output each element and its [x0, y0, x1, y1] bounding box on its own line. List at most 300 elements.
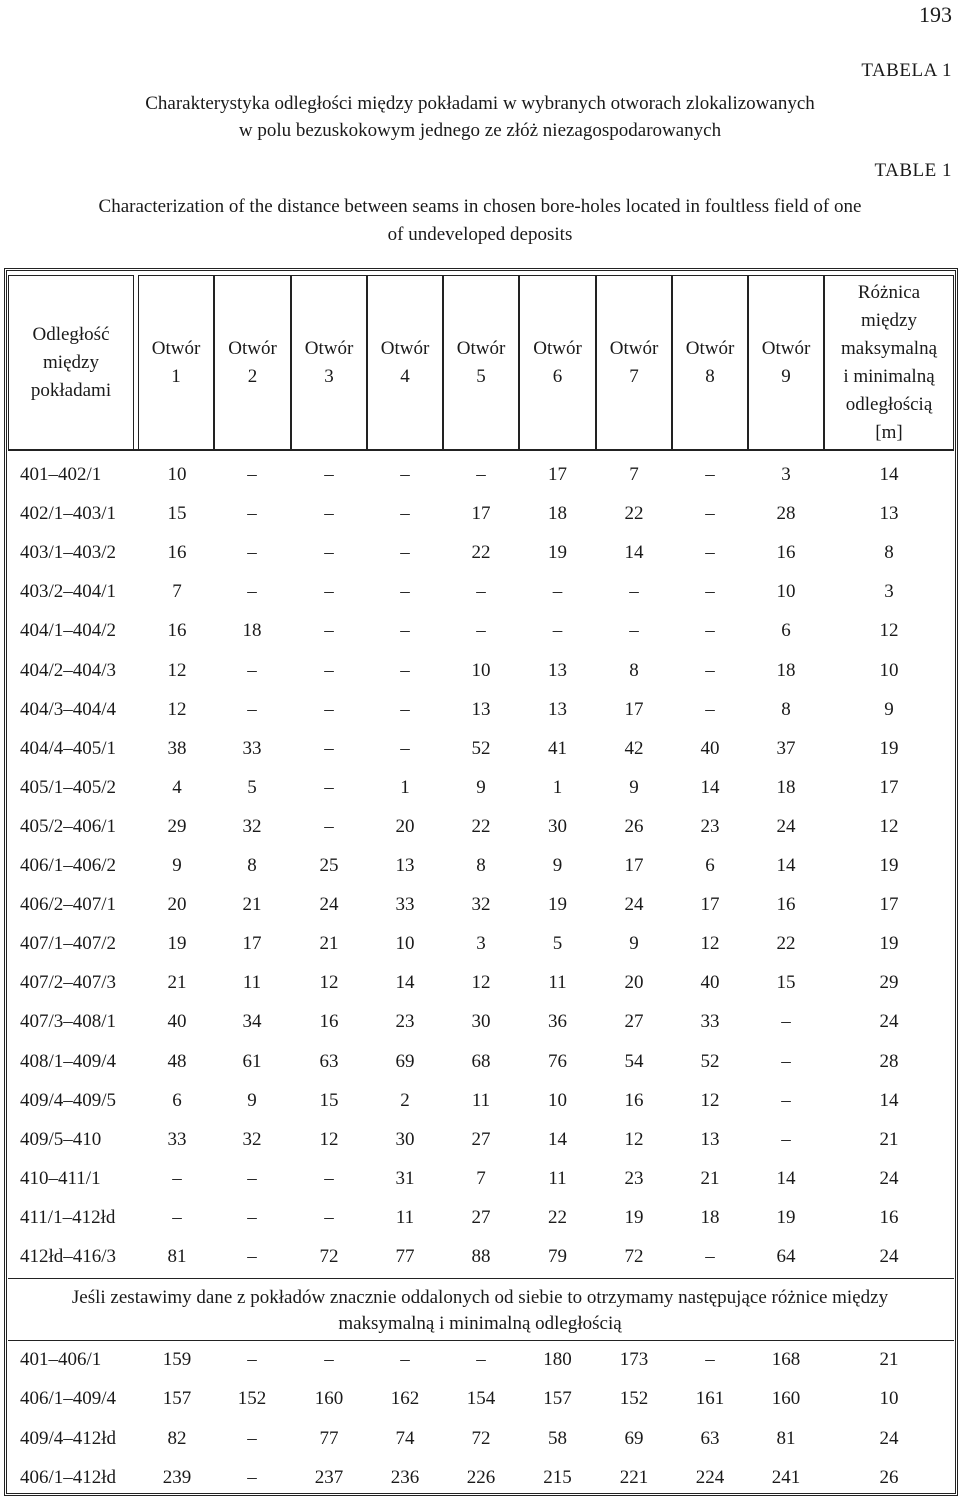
- cell-value: 16: [624, 1089, 644, 1111]
- cell-value: 2: [400, 1089, 410, 1111]
- cell-value: 6: [705, 855, 715, 876]
- cell-value: 19: [167, 933, 187, 955]
- cell-value: 12: [167, 698, 187, 720]
- row-label: 412łd–416/3: [20, 1246, 117, 1267]
- header-text: [841, 279, 937, 447]
- page-number: 193: [919, 2, 952, 27]
- cell-value: 221: [619, 1466, 649, 1488]
- header-text-line: 9: [781, 366, 791, 387]
- row-label: 403/1–403/2: [20, 542, 117, 564]
- cell-value: 152: [619, 1388, 649, 1410]
- cell-value: 22: [776, 933, 796, 955]
- cell-value: 15: [776, 972, 796, 994]
- cell-value: 12: [319, 1128, 339, 1150]
- cell-value: –: [705, 1246, 715, 1267]
- table-row: [0, 773, 960, 803]
- cell-value: 22: [471, 815, 491, 837]
- cell-value: 31: [395, 1167, 415, 1189]
- cell-value: –: [400, 1349, 410, 1370]
- cell-value: –: [324, 464, 334, 485]
- cell-value: 10: [548, 1089, 567, 1111]
- cell-value: –: [705, 503, 715, 525]
- header-text-line: Odległość: [32, 324, 110, 345]
- cell-value: 32: [471, 894, 491, 916]
- cell-value: 76: [548, 1050, 567, 1072]
- header-distance: [8, 275, 134, 450]
- cell-value: 11: [548, 1167, 567, 1189]
- cell-value: 26: [624, 815, 644, 837]
- cell-value: 24: [624, 894, 644, 916]
- cell-value: 63: [700, 1427, 720, 1449]
- cell-value: 11: [548, 972, 567, 994]
- table-row: [0, 1424, 960, 1454]
- cell-value: 23: [624, 1167, 644, 1189]
- cell-value: 11: [242, 972, 262, 994]
- cell-value: 18: [700, 1206, 720, 1228]
- cell-value: 5: [247, 776, 257, 798]
- cell-value: 15: [167, 503, 187, 525]
- cell-value: 12: [879, 620, 899, 642]
- cell-value: 154: [466, 1388, 496, 1410]
- cell-value: 42: [624, 737, 644, 759]
- cell-value: 14: [624, 542, 644, 564]
- cell-value: 21: [319, 933, 339, 955]
- note-divider-bottom: [8, 1340, 954, 1341]
- row-label: 404/3–404/4: [20, 698, 117, 720]
- cell-value: 10: [471, 659, 491, 681]
- cell-value: 19: [548, 894, 567, 916]
- cell-value: –: [781, 1011, 791, 1033]
- cell-value: 12: [471, 972, 491, 994]
- table-title-en: [30, 193, 930, 249]
- row-label: 404/2–404/3: [20, 659, 117, 681]
- cell-value: 18: [776, 659, 796, 681]
- table-row: [0, 851, 960, 881]
- cell-value: 17: [242, 933, 262, 955]
- table-row: [0, 656, 960, 686]
- cell-value: 29: [167, 815, 187, 837]
- cell-value: 18: [242, 620, 262, 642]
- cell-value: 14: [776, 1167, 796, 1189]
- cell-value: 21: [167, 972, 187, 994]
- cell-value: 25: [319, 855, 339, 876]
- cell-value: –: [247, 503, 257, 525]
- cell-value: –: [781, 1128, 791, 1150]
- cell-value: 17: [624, 855, 644, 876]
- row-label: 409/4–409/5: [20, 1089, 117, 1111]
- header-text: [31, 321, 111, 405]
- cell-value: –: [324, 542, 334, 564]
- table-note: [10, 1285, 950, 1337]
- row-label: 404/4–405/1: [20, 737, 117, 759]
- cell-value: 12: [167, 659, 187, 681]
- table-row: [0, 616, 960, 646]
- cell-value: 72: [319, 1246, 339, 1267]
- table-row: [0, 577, 960, 607]
- cell-value: 8: [781, 698, 791, 720]
- table-row: [0, 890, 960, 920]
- cell-value: 40: [700, 972, 720, 994]
- cell-value: 8: [476, 855, 486, 876]
- row-label: 407/1–407/2: [20, 933, 117, 955]
- cell-value: 12: [624, 1128, 644, 1150]
- cell-value: 237: [314, 1466, 344, 1488]
- cell-value: 32: [242, 1128, 262, 1150]
- cell-value: –: [629, 581, 639, 603]
- header-text-line: 4: [400, 366, 410, 387]
- cell-value: 7: [172, 581, 182, 603]
- cell-value: 17: [879, 776, 899, 798]
- cell-value: 9: [884, 698, 894, 720]
- cell-value: 72: [471, 1427, 491, 1449]
- cell-value: 22: [548, 1206, 567, 1228]
- cell-value: 12: [700, 933, 720, 955]
- cell-value: 21: [879, 1128, 899, 1150]
- header-divider: [8, 449, 954, 451]
- cell-value: 34: [242, 1011, 262, 1033]
- cell-value: 38: [167, 737, 187, 759]
- cell-value: 61: [242, 1050, 262, 1072]
- cell-value: 22: [624, 503, 644, 525]
- cell-value: –: [552, 620, 563, 642]
- cell-value: –: [705, 1349, 715, 1370]
- cell-value: 30: [395, 1128, 415, 1150]
- cell-value: 7: [476, 1167, 486, 1189]
- cell-value: 26: [879, 1466, 899, 1488]
- cell-value: 19: [879, 855, 899, 876]
- table-row: [0, 499, 960, 529]
- row-label: 406/1–406/2: [20, 855, 117, 876]
- cell-value: 72: [624, 1246, 644, 1267]
- cell-value: 30: [548, 815, 567, 837]
- cell-value: 3: [781, 464, 791, 485]
- cell-value: –: [247, 698, 257, 720]
- cell-value: 13: [548, 659, 567, 681]
- cell-value: 21: [879, 1349, 899, 1370]
- cell-value: 15: [319, 1089, 339, 1111]
- cell-value: 14: [879, 464, 899, 485]
- cell-value: 77: [319, 1427, 339, 1449]
- table-row: [0, 538, 960, 568]
- header-text-line: 2: [247, 366, 258, 387]
- cell-value: –: [476, 1349, 486, 1370]
- cell-value: 8: [884, 542, 894, 564]
- table-title-pl-line1: Charakterystyka odległości między pokładami w wybranych otworach zlokalizowanych: [145, 93, 815, 114]
- cell-value: 1: [552, 776, 563, 798]
- header-text-line: między: [43, 352, 99, 373]
- cell-value: 74: [395, 1427, 415, 1449]
- cell-value: 157: [543, 1388, 572, 1410]
- cell-value: 9: [172, 855, 182, 876]
- cell-value: 13: [395, 855, 415, 876]
- cell-value: –: [247, 542, 257, 564]
- cell-value: 12: [700, 1089, 720, 1111]
- cell-value: 58: [548, 1427, 567, 1449]
- cell-value: 9: [247, 1089, 257, 1111]
- cell-value: 23: [700, 815, 720, 837]
- cell-value: 88: [471, 1246, 491, 1267]
- cell-value: 33: [242, 737, 262, 759]
- cell-value: –: [324, 1206, 334, 1228]
- row-label: 411/1–412łd: [20, 1206, 116, 1228]
- table-row: [0, 734, 960, 764]
- cell-value: 48: [167, 1050, 187, 1072]
- table-row: [0, 812, 960, 842]
- cell-value: –: [705, 542, 715, 564]
- cell-value: –: [247, 1246, 257, 1267]
- cell-value: –: [247, 1427, 257, 1449]
- cell-value: 40: [700, 737, 720, 759]
- header-text-line: 3: [324, 366, 334, 387]
- cell-value: 160: [771, 1388, 801, 1410]
- cell-value: 33: [700, 1011, 720, 1033]
- cell-value: 19: [879, 933, 899, 955]
- cell-value: 14: [548, 1128, 567, 1150]
- header-otwor-9: [748, 275, 824, 450]
- cell-value: 14: [879, 1089, 899, 1111]
- table-row: [0, 1384, 960, 1414]
- cell-value: –: [705, 464, 715, 485]
- table-title-en-line1: Characterization of the distance between seams in chosen bore-holes located in foultless field of one: [98, 196, 862, 217]
- row-label: 409/5–410: [20, 1128, 102, 1150]
- cell-value: 41: [548, 737, 567, 759]
- table-row: [0, 1203, 960, 1233]
- cell-value: 81: [167, 1246, 187, 1267]
- cell-value: 17: [471, 503, 491, 525]
- table-label-pl: TABELA 1: [861, 60, 952, 81]
- cell-value: 3: [476, 933, 486, 955]
- cell-value: 14: [776, 855, 796, 876]
- cell-value: 20: [624, 972, 644, 994]
- cell-value: –: [705, 581, 715, 603]
- cell-value: 79: [548, 1246, 567, 1267]
- header-text-line: [m]: [875, 422, 903, 443]
- cell-value: 18: [776, 776, 796, 798]
- cell-value: 52: [700, 1050, 720, 1072]
- cell-value: 22: [471, 542, 491, 564]
- header-text-line: odległością: [845, 394, 933, 415]
- cell-value: –: [400, 542, 410, 564]
- cell-value: –: [247, 659, 257, 681]
- table-note-line1: Jeśli zestawimy dane z pokładów znacznie oddalonych od siebie to otrzymamy następujące różnice między: [71, 1287, 889, 1308]
- row-label: 407/3–408/1: [20, 1011, 117, 1033]
- row-label: 405/2–406/1: [20, 815, 117, 837]
- table-label-en: TABLE 1: [874, 160, 952, 181]
- header-text-line: Otwór: [533, 338, 582, 359]
- cell-value: 30: [471, 1011, 491, 1033]
- cell-value: 21: [242, 894, 262, 916]
- cell-value: 152: [237, 1388, 267, 1410]
- cell-value: 28: [879, 1050, 899, 1072]
- cell-value: 18: [548, 503, 567, 525]
- cell-value: 69: [395, 1050, 415, 1072]
- cell-value: 160: [314, 1388, 344, 1410]
- cell-value: 13: [471, 698, 491, 720]
- row-label: 408/1–409/4: [20, 1050, 117, 1072]
- cell-value: 9: [629, 933, 639, 955]
- table-note-line2: maksymalną i minimalną odległością: [338, 1313, 622, 1334]
- cell-value: –: [324, 815, 334, 837]
- cell-value: 69: [624, 1427, 644, 1449]
- cell-value: 54: [624, 1050, 644, 1072]
- cell-value: 10: [879, 1388, 899, 1410]
- cell-value: 40: [167, 1011, 187, 1033]
- cell-value: 8: [247, 855, 257, 876]
- cell-value: 27: [624, 1011, 644, 1033]
- header-text: [762, 335, 811, 391]
- cell-value: 17: [700, 894, 720, 916]
- header-text-line: Otwór: [761, 338, 811, 359]
- table-title-pl: [40, 90, 920, 144]
- cell-value: 16: [776, 542, 796, 564]
- cell-value: 12: [319, 972, 339, 994]
- cell-value: 173: [619, 1349, 649, 1370]
- cell-value: 14: [700, 776, 720, 798]
- header-text-line: Otwór: [304, 338, 354, 359]
- header-otwor-7: [596, 275, 672, 450]
- header-otwor-6: [519, 275, 596, 450]
- header-text-line: Otwór: [685, 338, 735, 359]
- cell-value: 10: [395, 933, 415, 955]
- cell-value: 10: [167, 464, 187, 485]
- header-text: [152, 335, 201, 391]
- cell-value: –: [552, 581, 563, 603]
- cell-value: 157: [162, 1388, 192, 1410]
- cell-value: –: [324, 659, 334, 681]
- header-text-line: Otwór: [228, 338, 277, 359]
- header-otwor-5: [443, 275, 519, 450]
- cell-value: 64: [776, 1246, 796, 1267]
- cell-value: 16: [167, 542, 187, 564]
- row-label: 401–406/1: [20, 1349, 102, 1370]
- cell-value: –: [172, 1167, 182, 1189]
- cell-value: 77: [395, 1246, 415, 1267]
- cell-value: 24: [879, 1246, 899, 1267]
- cell-value: 3: [884, 581, 894, 603]
- cell-value: 19: [624, 1206, 644, 1228]
- header-otwor-3: [291, 275, 367, 450]
- cell-value: 1: [400, 776, 410, 798]
- cell-value: 24: [776, 815, 796, 837]
- cell-value: 17: [624, 698, 644, 720]
- table-row: [0, 968, 960, 998]
- header-difference: [824, 275, 954, 450]
- header-text-line: między: [861, 310, 917, 331]
- row-label: 402/1–403/1: [20, 503, 117, 525]
- cell-value: –: [400, 503, 410, 525]
- table-row: [0, 929, 960, 959]
- cell-value: 161: [695, 1388, 725, 1410]
- cell-value: 9: [552, 855, 563, 876]
- cell-value: 16: [879, 1206, 899, 1228]
- row-label: 404/1–404/2: [20, 620, 117, 642]
- cell-value: –: [629, 620, 639, 642]
- cell-value: –: [400, 737, 410, 759]
- cell-value: 241: [771, 1466, 801, 1488]
- cell-value: 82: [167, 1427, 187, 1449]
- cell-value: –: [324, 1349, 334, 1370]
- cell-value: 19: [776, 1206, 796, 1228]
- cell-value: 24: [879, 1427, 899, 1449]
- cell-value: –: [247, 1466, 257, 1488]
- cell-value: 215: [543, 1466, 572, 1488]
- cell-value: 6: [172, 1089, 182, 1111]
- cell-value: 11: [471, 1089, 491, 1111]
- cell-value: 10: [776, 581, 796, 603]
- header-otwor-4: [367, 275, 443, 450]
- cell-value: 36: [548, 1011, 567, 1033]
- cell-value: –: [705, 698, 715, 720]
- cell-value: 224: [695, 1466, 725, 1488]
- cell-value: 168: [771, 1349, 801, 1370]
- header-text-line: Otwór: [609, 338, 659, 359]
- cell-value: 162: [390, 1388, 420, 1410]
- row-label: 406/1–409/4: [20, 1388, 117, 1410]
- cell-value: 16: [319, 1011, 339, 1033]
- table-row: [0, 695, 960, 725]
- cell-value: 24: [319, 894, 339, 916]
- cell-value: 32: [242, 815, 262, 837]
- cell-value: –: [476, 581, 486, 603]
- header-text: [228, 335, 277, 391]
- cell-value: 14: [395, 972, 415, 994]
- cell-value: 19: [548, 542, 567, 564]
- cell-value: 52: [471, 737, 491, 759]
- cell-value: –: [247, 1206, 257, 1228]
- table-row: [0, 1007, 960, 1037]
- cell-value: 16: [167, 620, 187, 642]
- table-row: [0, 1047, 960, 1077]
- header-text-line: 5: [476, 366, 486, 387]
- header-text: [381, 335, 430, 391]
- cell-value: –: [172, 1206, 182, 1228]
- header-text: [686, 335, 735, 391]
- cell-value: 7: [629, 464, 639, 485]
- cell-value: –: [247, 1349, 257, 1370]
- header-text-line: 7: [629, 366, 639, 387]
- table-row: [0, 1242, 960, 1272]
- row-label: 401–402/1: [20, 464, 102, 485]
- cell-value: 24: [879, 1011, 899, 1033]
- header-text-line: 6: [552, 366, 563, 387]
- table-row: [0, 1125, 960, 1155]
- header-text-line: 8: [705, 366, 715, 387]
- cell-value: –: [476, 620, 486, 642]
- cell-value: 9: [476, 776, 486, 798]
- cell-value: –: [324, 503, 334, 525]
- table-row: [0, 1463, 960, 1493]
- table-row: [0, 1086, 960, 1116]
- cell-value: 5: [552, 933, 563, 955]
- cell-value: 27: [471, 1206, 491, 1228]
- cell-value: 226: [466, 1466, 496, 1488]
- cell-value: 12: [879, 815, 899, 837]
- cell-value: –: [324, 620, 334, 642]
- cell-value: 13: [879, 503, 899, 525]
- cell-value: –: [324, 737, 334, 759]
- cell-value: 24: [879, 1167, 899, 1189]
- cell-value: 239: [162, 1466, 192, 1488]
- header-text-line: i minimalną: [843, 366, 935, 387]
- cell-value: –: [705, 620, 715, 642]
- table-row: [0, 1164, 960, 1194]
- header-otwor-8: [672, 275, 748, 450]
- cell-value: 19: [879, 737, 899, 759]
- table-row: [0, 1345, 960, 1375]
- header-otwor-2: [214, 275, 291, 450]
- cell-value: 4: [172, 776, 182, 798]
- row-label: 409/4–412łd: [20, 1427, 117, 1449]
